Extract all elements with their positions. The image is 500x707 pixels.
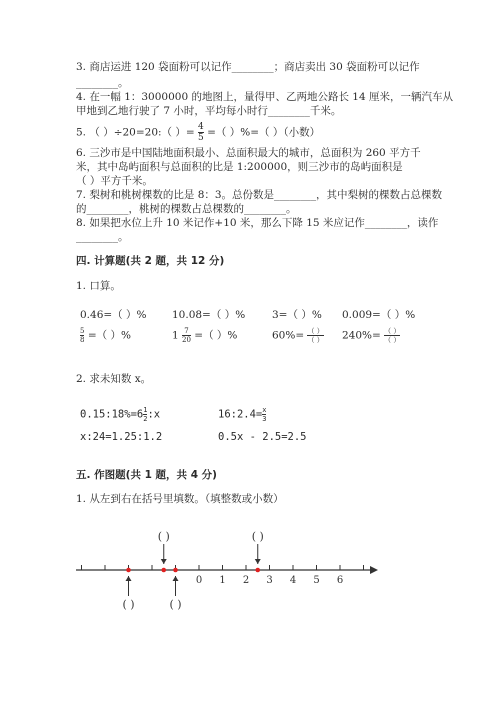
fraction-7-20 bbox=[182, 327, 191, 344]
red-point bbox=[126, 568, 131, 573]
frac-den: （ ） bbox=[307, 336, 324, 344]
answer-blank: ( ) bbox=[251, 530, 264, 543]
q4-line2: 甲地到乙地行驶了 7 小时，平均每小时行________千米。 bbox=[76, 105, 342, 117]
calc-r2-c1-suffix: =（ ）% bbox=[87, 329, 131, 342]
frac-den: 2 bbox=[143, 415, 148, 423]
tick-label: 6 bbox=[336, 575, 344, 586]
pointer-arrow-head bbox=[173, 576, 179, 581]
q7-line1: 7. 梨树和桃树棵数的比是 8：3。总份数是________，其中梨树的棵数占总棵数 bbox=[76, 189, 443, 201]
q6-line3: （ ）平方千米。 bbox=[76, 175, 153, 187]
frac-num: x bbox=[262, 406, 267, 414]
tick-label: 3 bbox=[266, 575, 273, 586]
eq2-prefix: 16:2.4= bbox=[218, 408, 263, 421]
q5-fraction bbox=[198, 122, 204, 143]
red-point bbox=[161, 568, 166, 573]
equation-3: x:24=1.25:1.2 bbox=[80, 431, 163, 443]
fraction-x-3 bbox=[262, 406, 266, 423]
frac-num: 1 bbox=[143, 406, 148, 414]
calc-r2-c3-prefix: 60%= bbox=[272, 329, 305, 342]
answer-blank: ( ) bbox=[122, 598, 135, 610]
frac-num: （ ） bbox=[307, 327, 324, 335]
q8-line1: 8. 如果把水位上升 10 米记作+10 米，那么下降 15 米应记作________，读作 bbox=[76, 217, 439, 229]
q3-line1: 3. 商店运进 120 袋面粉可以记作________；商店卖出 30 袋面粉可以记作 bbox=[76, 61, 420, 73]
frac-num: 5 bbox=[80, 327, 85, 335]
eq1-suffix: :x bbox=[147, 408, 161, 421]
q6-line1: 6. 三沙市是中国陆地面积最小、总面积最大的城市，总面积为 260 平方千 bbox=[76, 147, 421, 159]
frac-den: 20 bbox=[182, 336, 191, 344]
q5-line bbox=[76, 122, 320, 143]
frac-num: （ ） bbox=[384, 327, 401, 335]
mixed-whole: 1 bbox=[172, 329, 179, 342]
red-point bbox=[255, 568, 260, 573]
q6-line2: 米，其中岛屿面积与总面积的比是 1:200000，则三沙市的岛屿面积是 bbox=[76, 161, 403, 173]
frac-den: 8 bbox=[80, 336, 85, 344]
equation-1 bbox=[80, 406, 160, 423]
red-point bbox=[173, 568, 178, 573]
q5-frac-den: 5 bbox=[198, 133, 204, 143]
q8-line2: ________。 bbox=[76, 231, 129, 243]
fraction-5-8 bbox=[80, 327, 84, 344]
q5-prefix: 5. （ ）÷20=20:（ ）= bbox=[76, 126, 195, 139]
pointer-arrow-head bbox=[255, 559, 261, 564]
q5-frac-num: 4 bbox=[198, 122, 204, 132]
calc-r1-c4: 0.009=（ ）% bbox=[342, 309, 416, 321]
q3-line2: ________。 bbox=[76, 77, 129, 89]
q4-line1: 4. 在一幅 1：3000000 的地图上，量得甲、乙两地公路长 14 厘米，一辆汽车从 bbox=[76, 91, 454, 103]
frac-den: （ ） bbox=[384, 336, 401, 344]
number-line bbox=[70, 530, 390, 610]
blank-fraction bbox=[384, 327, 400, 344]
equation-4: 0.5x - 2.5=2.5 bbox=[218, 431, 307, 443]
section4-title: 四. 计算题(共 2 题，共 12 分) bbox=[76, 255, 225, 267]
calc-r2-c4-prefix: 240%= bbox=[342, 329, 381, 342]
calc-r2-c1 bbox=[80, 327, 131, 344]
frac-den: 3 bbox=[262, 415, 267, 423]
calc-r1-c1: 0.46=（ ）% bbox=[80, 309, 147, 321]
s5-q1-title: 1. 从左到右在括号里填数。（填整数或小数） bbox=[76, 493, 284, 505]
tick-label: 4 bbox=[289, 575, 297, 586]
s4-q2-title: 2. 求未知数 x。 bbox=[76, 373, 152, 385]
calc-r1-c2: 10.08=（ ）% bbox=[172, 309, 246, 321]
q7-line2: 的________，桃树的棵数占总棵数的________。 bbox=[76, 203, 297, 215]
calc-r2-c3 bbox=[272, 327, 324, 344]
pointer-arrow-head bbox=[161, 559, 167, 564]
blank-fraction bbox=[307, 327, 323, 344]
calc-r2-c4 bbox=[342, 327, 400, 344]
calc-r2-c2 bbox=[172, 327, 237, 344]
frac-num: 7 bbox=[184, 327, 189, 335]
s4-q1-title: 1. 口算。 bbox=[76, 280, 121, 292]
arrow-head bbox=[370, 566, 378, 574]
eq1-prefix: 0.15:18%=6 bbox=[80, 408, 144, 421]
tick-label: 1 bbox=[219, 575, 226, 586]
tick-label: 2 bbox=[242, 575, 250, 586]
pointer-arrow-head bbox=[126, 576, 132, 581]
calc-r1-c3: 3=（ ）% bbox=[272, 309, 322, 321]
answer-blank: ( ) bbox=[169, 598, 182, 610]
equation-2 bbox=[218, 406, 266, 423]
tick-label: 0 bbox=[195, 575, 203, 586]
calc-r2-c2-suffix: =（ ）% bbox=[194, 329, 238, 342]
q5-suffix: =（ ）%=（ ）（小数） bbox=[207, 126, 321, 139]
tick-label: 5 bbox=[313, 575, 320, 586]
answer-blank: ( ) bbox=[157, 530, 170, 543]
section5-title: 五. 作图题(共 1 题，共 4 分) bbox=[76, 469, 217, 481]
